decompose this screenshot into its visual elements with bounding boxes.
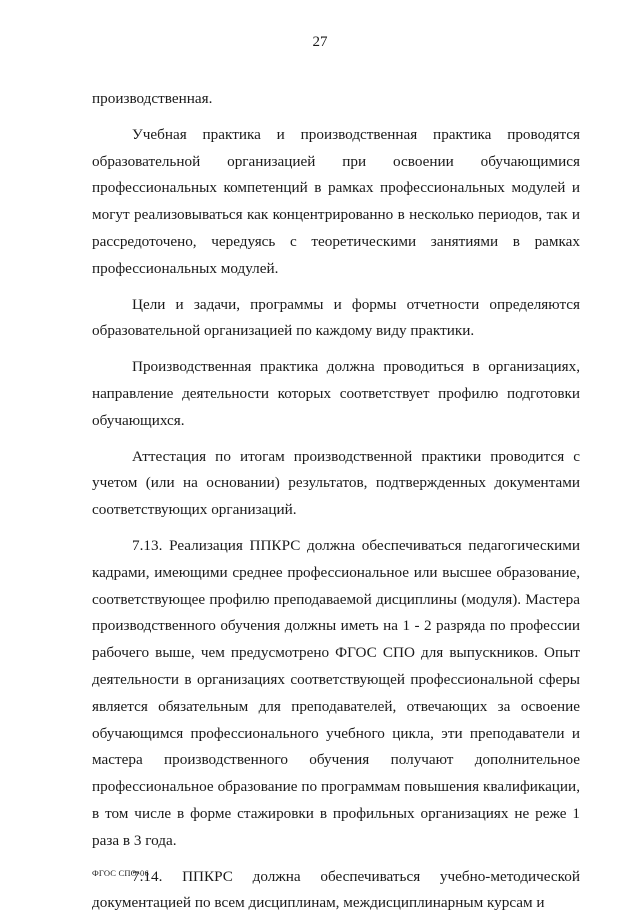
document-body bbox=[92, 86, 580, 917]
paragraph-goals-tasks: Цели и задачи, программы и формы отчетности определяются образовательной организацией по каждому виду практики. bbox=[92, 295, 580, 340]
page-footer: ФГОС СПО-06 bbox=[92, 868, 149, 878]
paragraph-section-7-14: 7.14. ППКРС должна обеспечиваться учебно-методической документацией по всем дисциплинам, междисциплинарным курсам и bbox=[92, 867, 580, 912]
paragraph-section-7-13: 7.13. Реализация ППКРС должна обеспечиваться педагогическими кадрами, имеющими среднее профессиональное или высшее образование, соответствующее профилю преподаваемой дисциплины (модуля). Мастера производственного обучения должны иметь на 1 - 2 разряда по профессии рабочего выше, чем предусмотрено ФГОС СПО для выпускников. Опыт деятельности в организациях соответствующей профессиональной сферы является обязательным для преподавателей, отвечающих за освоение обучающимся профессионального учебного цикла, эти преподаватели и мастера производственного обучения получают дополнительное профессиональное образование по программам повышения квалификации, в том числе в форме стажировки в профильных организациях не реже 1 раза в 3 года. bbox=[92, 536, 580, 849]
paragraph-continuation: производственная. bbox=[92, 90, 213, 107]
paragraph-production-practice: Производственная практика должна проводиться в организациях, направление деятельности которых соответствует профилю подготовки обучающихся. bbox=[92, 358, 580, 429]
paragraph-practice-conduct: Учебная практика и производственная практика проводятся образовательной организацией при освоении обучающимися профессиональных компетенций в рамках профессиональных модулей и могут реализовываться как концентрированно в несколько периодов, так и рассредоточено, чередуясь с теоретическими занятиями в рамках профессиональных модулей. bbox=[92, 125, 580, 277]
page-number: 27 bbox=[312, 34, 328, 50]
paragraph-attestation: Аттестация по итогам производственной практики проводится с учетом (или на основании) результатов, подтвержденных документами соответствующих организаций. bbox=[92, 447, 580, 519]
